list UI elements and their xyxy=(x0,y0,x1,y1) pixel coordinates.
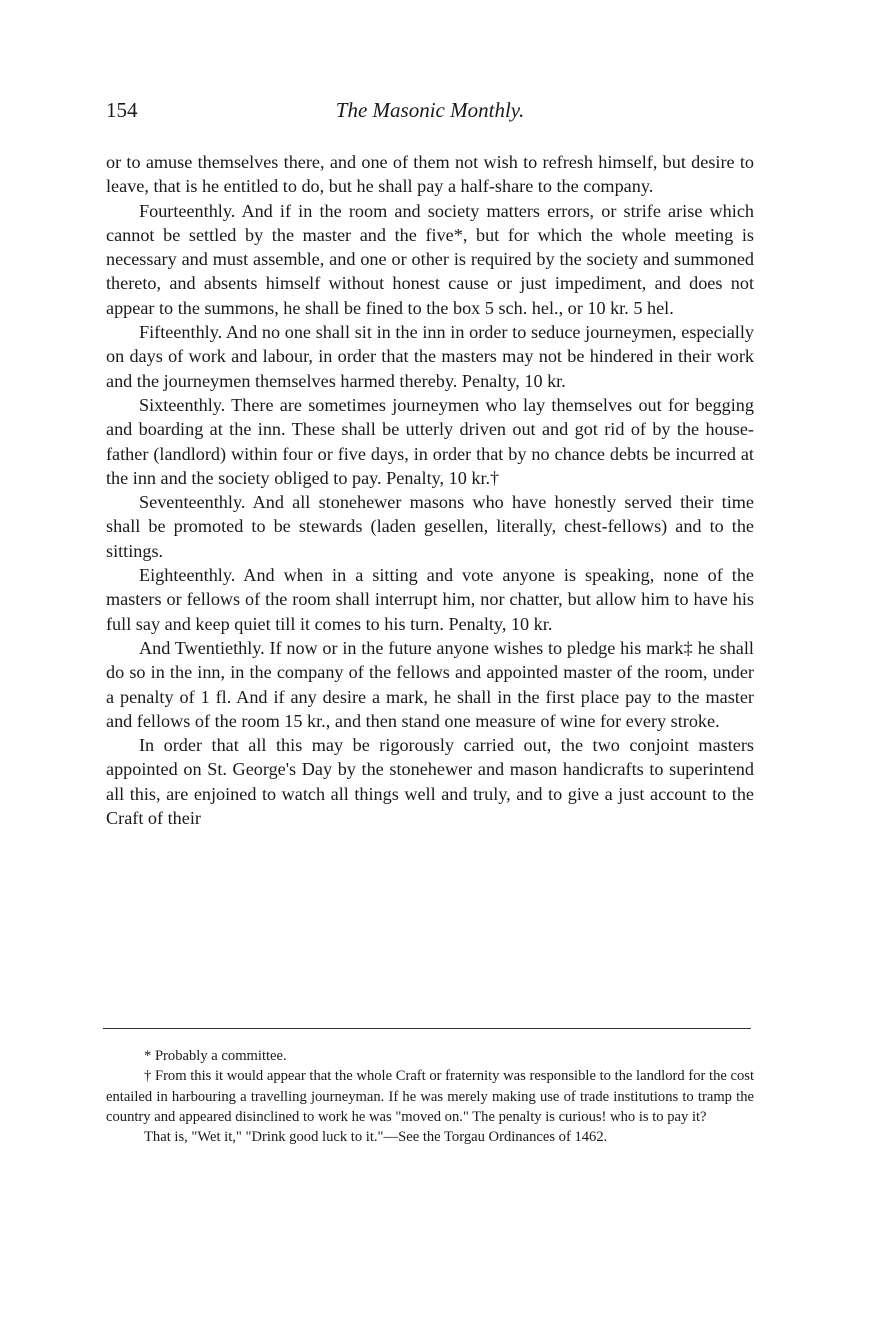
paragraph-seventeenthly: Seventeenthly. And all stonehewer masons who have honestly served their time shall be promoted to be stewards (laden gesellen, literally, chest-fellows) and to the sittings. xyxy=(106,492,754,561)
footnotes xyxy=(106,1046,754,1147)
footnote-dagger: † From this it would appear that the whole Craft or fraternity was responsible to the landlord for the cost entailed in harbouring a travelling journeyman. If he was merely making use of trade institutions to tramp the country and appeared disinclined to work he was "moved on." The penalty is curious! who is to pay it? xyxy=(106,1068,754,1125)
paragraph-fifteenthly: Fifteenthly. And no one shall sit in the inn in order to seduce journeymen, especially on days of work and labour, in order that the masters may not be hindered in their work and the journeymen themselves harmed thereby. Penalty, 10 kr. xyxy=(106,322,754,391)
main-text xyxy=(106,150,754,830)
footnote-double-dagger: That is, "Wet it," "Drink good luck to it."—See the Torgau Ordinances of 1462. xyxy=(144,1129,608,1146)
page-number: 154 xyxy=(106,98,138,122)
paragraph-conclusion: In order that all this may be rigorously carried out, the two conjoint masters appointed on St. George's Day by the stonehewer and mason handicrafts to superintend all this, are enjoined to watch all things well and truly, and to give a just account to the Craft of their xyxy=(106,735,754,829)
running-title: The Masonic Monthly. xyxy=(335,98,525,122)
running-header xyxy=(106,98,754,126)
paragraph-continuation: or to amuse themselves there, and one of them not wish to refresh himself, but desire to leave, that is he entitled to do, but he shall pay a half-share to the company. xyxy=(106,152,754,197)
paragraph-eighteenthly: Eighteenthly. And when in a sitting and vote anyone is speaking, none of the masters or fellows of the room shall interrupt him, nor chatter, but allow him to have his full say and keep quiet till it comes to his turn. Penalty, 10 kr. xyxy=(106,565,754,634)
footnote-asterisk: * Probably a committee. xyxy=(144,1048,287,1064)
paragraph-twentiethly: And Twentiethly. If now or in the future anyone wishes to pledge his mark‡ he shall do so in the inn, in the company of the fellows and appointed master of the room, under a penalty of 1 fl. And if any desire a mark, he shall in the first place pay to the master and fellows of the room 15 kr., and then stand one measure of wine for every stroke. xyxy=(106,637,754,731)
footnote-divider xyxy=(103,1028,751,1029)
paragraph-fourteenthly: Fourteenthly. And if in the room and society matters errors, or strife arise which cannot be settled by the master and the five*, but for which the whole meeting is necessary and must assemble, and one or other is required by the society and summoned thereto, and absents himself without honest cause or just impediment, and does not appear to the summons, he shall be fined to the box 5 sch. hel., or 10 kr. 5 hel. xyxy=(106,200,754,318)
paragraph-sixteenthly: Sixteenthly. There are sometimes journeymen who lay themselves out for begging and boarding at the inn. These shall be utterly driven out and got rid of by the house-father (landlord) within four or five days, in order that by no chance debts be incurred at the inn and the society obliged to pay. Penalty, 10 kr.† xyxy=(106,394,754,488)
